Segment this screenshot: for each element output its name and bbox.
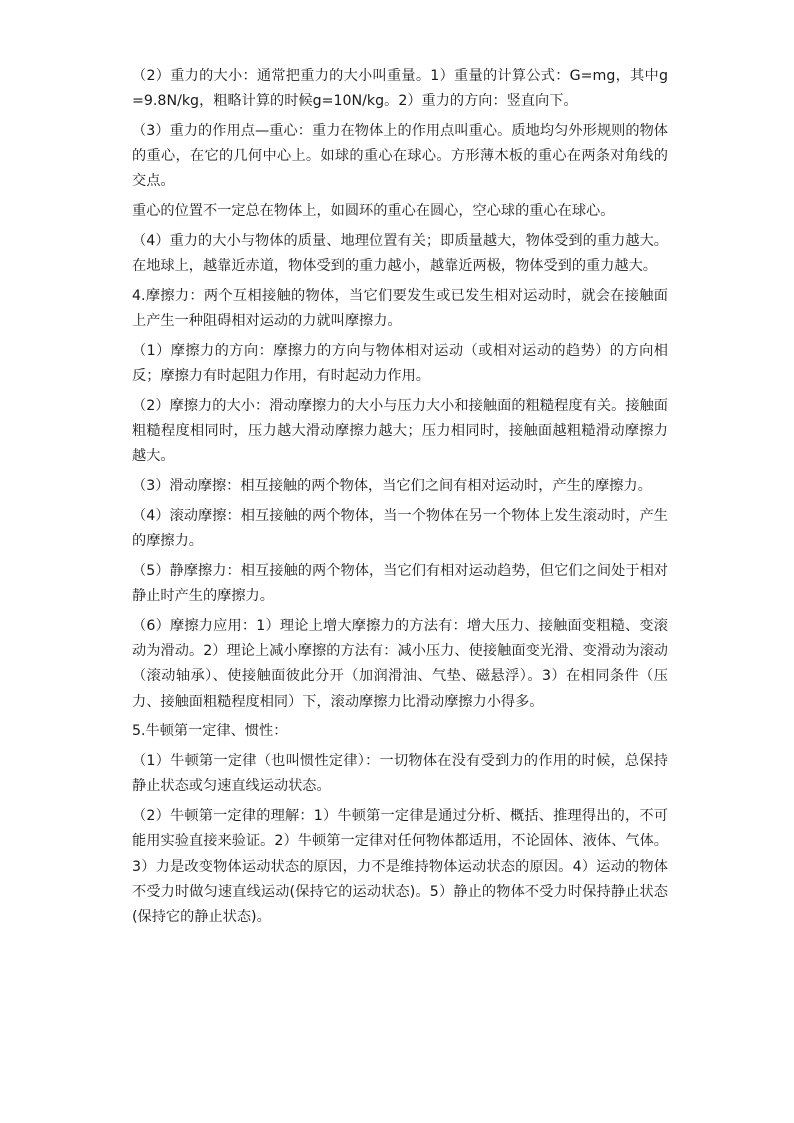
paragraph-center-position-note: 重心的位置不一定总在物体上，如圆环的重心在圆心，空心球的重心在球心。 (132, 203, 615, 220)
paragraph-newton-heading: 5.牛顿第一定律、惯性： (132, 723, 288, 740)
paragraph-friction-application: （6）摩擦力应用：1）理论上增大摩擦力的方法有：增大压力、接触面变粗糙、变滚动为滑动。2）理论上减小摩擦的方法有：减小压力、使接触面变光滑、变滑动为滚动（滚动轴承）、使接触面彼此分开（加润滑油、气垫、磁悬浮）。3）在相同条件（压力、接触面粗糙程度相同）下，滚动摩擦力比滑动摩擦力小得多。 (132, 618, 668, 710)
paragraph-center-of-gravity: （3）重力的作用点—重心：重力在物体上的作用点叫重心。质地均匀外形规则的物体的重心，在它的几何中心上。如球的重心在球心。方形薄木板的重心在两条对角线的交点。 (132, 123, 668, 190)
paragraph-sliding-friction: （3）滑动摩擦：相互接触的两个物体，当它们之间有相对运动时，产生的摩擦力。 (132, 478, 652, 495)
paragraph-gravity-factors: （4）重力的大小与物体的质量、地理位置有关；即质量越大，物体受到的重力越大。在地球上，越靠近赤道，物体受到的重力越小，越靠近两极，物体受到的重力越大。 (132, 233, 668, 275)
paragraph-gravity-magnitude: （2）重力的大小：通常把重力的大小叫重量。1）重量的计算公式：G=mg，其中g=9.8N/kg，粗略计算的时候g=10N/kg。2）重力的方向：竖直向下。 (132, 68, 668, 110)
paragraph-friction-definition: 4.摩擦力：两个互相接触的物体，当它们要发生或已发生相对运动时，就会在接触面上产生一种阻碍相对运动的力就叫摩擦力。 (132, 288, 668, 330)
document-page (132, 64, 668, 935)
paragraph-friction-magnitude: （2）摩擦力的大小：滑动摩擦力的大小与压力大小和接触面的粗糙程度有关。接触面粗糙程度相同时，压力越大滑动摩擦力越大；压力相同时，接触面越粗糙滑动摩擦力越大。 (132, 398, 668, 465)
paragraph-static-friction: （5）静摩擦力：相互接触的两个物体，当它们有相对运动趋势，但它们之间处于相对静止时产生的摩擦力。 (132, 563, 668, 605)
paragraph-newton-first-law: （1）牛顿第一定律（也叫惯性定律）：一切物体在没有受到力的作用的时候，总保持静止状态或匀速直线运动状态。 (132, 753, 668, 795)
paragraph-newton-understanding: （2）牛顿第一定律的理解：1）牛顿第一定律是通过分析、概括、推理得出的，不可能用实验直接来验证。2）牛顿第一定律对任何物体都适用，不论固体、液体、气体。3）力是改变物体运动状态的原因，力不是维持物体运动状态的原因。4）运动的物体不受力时做匀速直线运动(保持它的运动状态)。5）静止的物体不受力时保持静止状态(保持它的静止状态)。 (132, 808, 668, 926)
paragraph-rolling-friction: （4）滚动摩擦：相互接触的两个物体，当一个物体在另一个物体上发生滚动时，产生的摩擦力。 (132, 508, 668, 550)
paragraph-friction-direction: （1）摩擦力的方向：摩擦力的方向与物体相对运动（或相对运动的趋势）的方向相反；摩擦力有时起阻力作用，有时起动力作用。 (132, 343, 668, 385)
